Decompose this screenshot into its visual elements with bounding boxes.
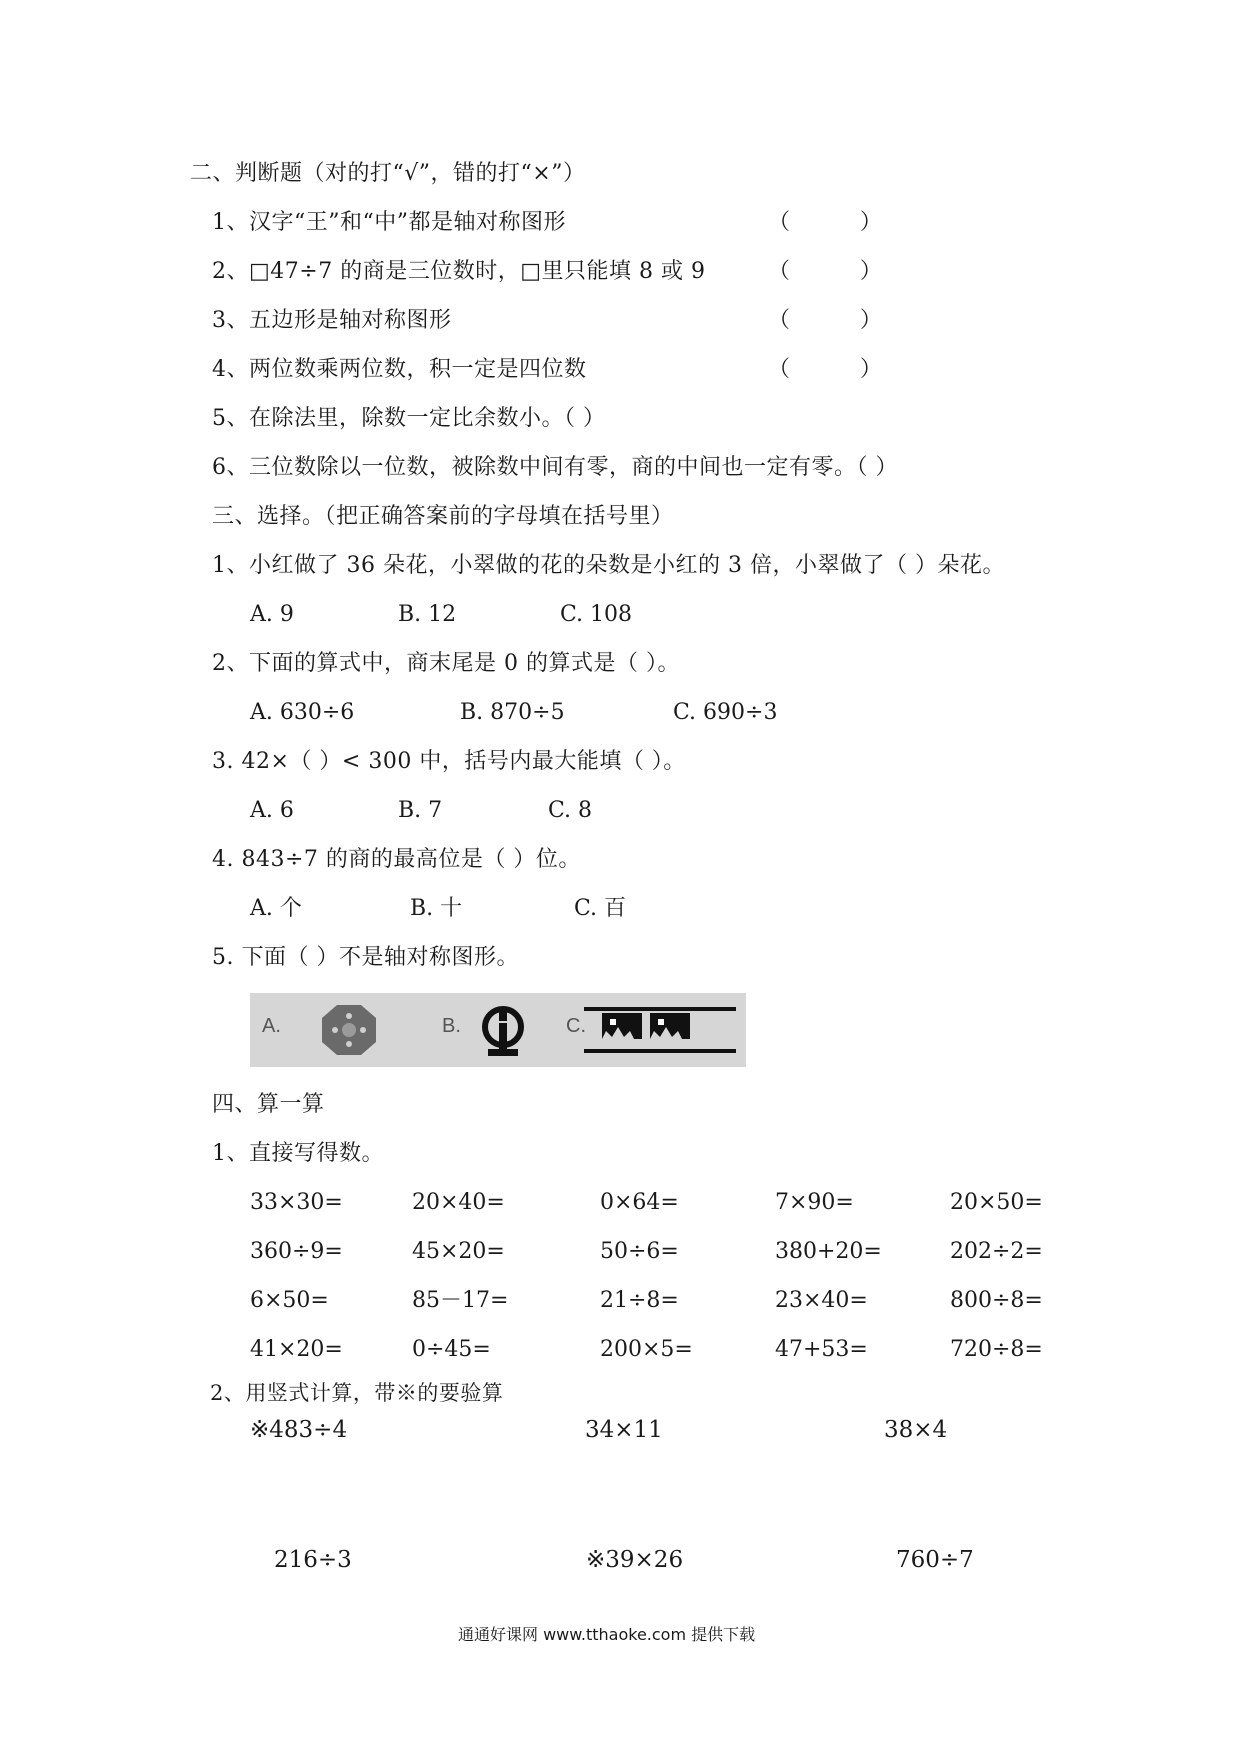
choice-question-3: 3. 42×（ ）< 300 中，括号内最大能填（ ）。 bbox=[212, 749, 686, 774]
calc-r2-c5: 202÷2= bbox=[950, 1239, 1043, 1264]
calc-r1-c3: 0×64= bbox=[600, 1190, 679, 1215]
calc-r2-c1: 360÷9= bbox=[250, 1239, 343, 1264]
calc-r3-c2: 85－17= bbox=[412, 1288, 509, 1313]
q4-option-a[interactable]: A. 个 bbox=[250, 896, 302, 921]
judge-item-4: 4、两位数乘两位数，积一定是四位数 bbox=[212, 357, 587, 382]
section4-sub1: 1、直接写得数。 bbox=[212, 1141, 384, 1166]
calc-r2-c2: 45×20= bbox=[412, 1239, 505, 1264]
q3-option-b[interactable]: B. 7 bbox=[398, 798, 443, 823]
calc-r1-c5: 20×50= bbox=[950, 1190, 1043, 1215]
answer-paren-2[interactable]: （ ） bbox=[768, 259, 882, 284]
calc-r4-c2: 0÷45= bbox=[412, 1337, 491, 1362]
double-pattern-icon bbox=[580, 1005, 740, 1055]
section3-title: 三、选择。（把正确答案前的字母填在括号里） bbox=[212, 504, 674, 529]
q2-option-a[interactable]: A. 630÷6 bbox=[250, 700, 355, 725]
answer-paren-3[interactable]: （ ） bbox=[768, 308, 882, 333]
calc-r2-c3: 50÷6= bbox=[600, 1239, 679, 1264]
q3-option-a[interactable]: A. 6 bbox=[250, 798, 294, 823]
q3-option-c[interactable]: C. 8 bbox=[548, 798, 593, 823]
figure-label-a[interactable]: A. bbox=[262, 1015, 281, 1037]
footer-credit: 通通好课网 www.tthaoke.com 提供下载 bbox=[458, 1625, 756, 1644]
q2-option-c[interactable]: C. 690÷3 bbox=[673, 700, 778, 725]
calc-r3-c1: 6×50= bbox=[250, 1288, 329, 1313]
answer-paren-4[interactable]: （ ） bbox=[768, 357, 882, 382]
vertical-calc-2: 34×11 bbox=[585, 1417, 663, 1443]
q2-option-b[interactable]: B. 870÷5 bbox=[460, 700, 565, 725]
choice-question-1: 1、小红做了 36 朵花，小翠做的花的朵数是小红的 3 倍，小翠做了（ ）朵花。 bbox=[212, 553, 1005, 578]
q4-option-b[interactable]: B. 十 bbox=[410, 896, 463, 921]
calc-r3-c5: 800÷8= bbox=[950, 1288, 1043, 1313]
judge-item-1: 1、汉字“王”和“中”都是轴对称图形 bbox=[212, 210, 566, 235]
calc-r4-c3: 200×5= bbox=[600, 1337, 693, 1362]
choice-question-4: 4. 843÷7 的商的最高位是（ ）位。 bbox=[212, 847, 581, 872]
choice-question-5: 5. 下面（ ）不是轴对称图形。 bbox=[212, 945, 519, 970]
calc-r1-c4: 7×90= bbox=[775, 1190, 854, 1215]
section4-title: 四、算一算 bbox=[212, 1092, 325, 1117]
calc-r1-c1: 33×30= bbox=[250, 1190, 343, 1215]
figure-label-b[interactable]: B. bbox=[442, 1015, 461, 1037]
vertical-calc-4: 216÷3 bbox=[274, 1547, 352, 1573]
vertical-calc-1: ※483÷4 bbox=[250, 1417, 348, 1443]
judge-item-2: 2、□47÷7 的商是三位数时，□里只能填 8 或 9 bbox=[212, 259, 706, 284]
octagon-cross-icon bbox=[320, 1003, 378, 1057]
judge-item-6: 6、三位数除以一位数，被除数中间有零，商的中间也一定有零。（ ） bbox=[212, 455, 898, 480]
section4-sub2: 2、用竖式计算，带※的要验算 bbox=[210, 1381, 504, 1405]
vertical-calc-5: ※39×26 bbox=[586, 1547, 684, 1573]
figure-label-c[interactable]: C. bbox=[566, 1015, 586, 1037]
section2-title: 二、判断题（对的打“√”，错的打“×”） bbox=[190, 161, 586, 186]
q1-option-b[interactable]: B. 12 bbox=[398, 602, 457, 627]
answer-paren-1[interactable]: （ ） bbox=[768, 210, 882, 235]
q1-option-c[interactable]: C. 108 bbox=[560, 602, 633, 627]
calc-r3-c3: 21÷8= bbox=[600, 1288, 679, 1313]
calc-r1-c2: 20×40= bbox=[412, 1190, 505, 1215]
calc-r4-c4: 47+53= bbox=[775, 1337, 868, 1362]
judge-item-5: 5、在除法里，除数一定比余数小。（ ） bbox=[212, 406, 606, 431]
vertical-calc-6: 760÷7 bbox=[896, 1547, 974, 1573]
choice-question-2: 2、下面的算式中，商末尾是 0 的算式是（ ）。 bbox=[212, 651, 680, 676]
q4-option-c[interactable]: C. 百 bbox=[574, 896, 627, 921]
vertical-calc-3: 38×4 bbox=[884, 1417, 948, 1443]
calc-r2-c4: 380+20= bbox=[775, 1239, 882, 1264]
symmetry-figures-strip bbox=[250, 993, 746, 1067]
q1-option-a[interactable]: A. 9 bbox=[250, 602, 294, 627]
calc-r4-c1: 41×20= bbox=[250, 1337, 343, 1362]
railway-logo-icon bbox=[478, 1003, 528, 1059]
calc-r3-c4: 23×40= bbox=[775, 1288, 868, 1313]
judge-item-3: 3、五边形是轴对称图形 bbox=[212, 308, 452, 333]
calc-r4-c5: 720÷8= bbox=[950, 1337, 1043, 1362]
